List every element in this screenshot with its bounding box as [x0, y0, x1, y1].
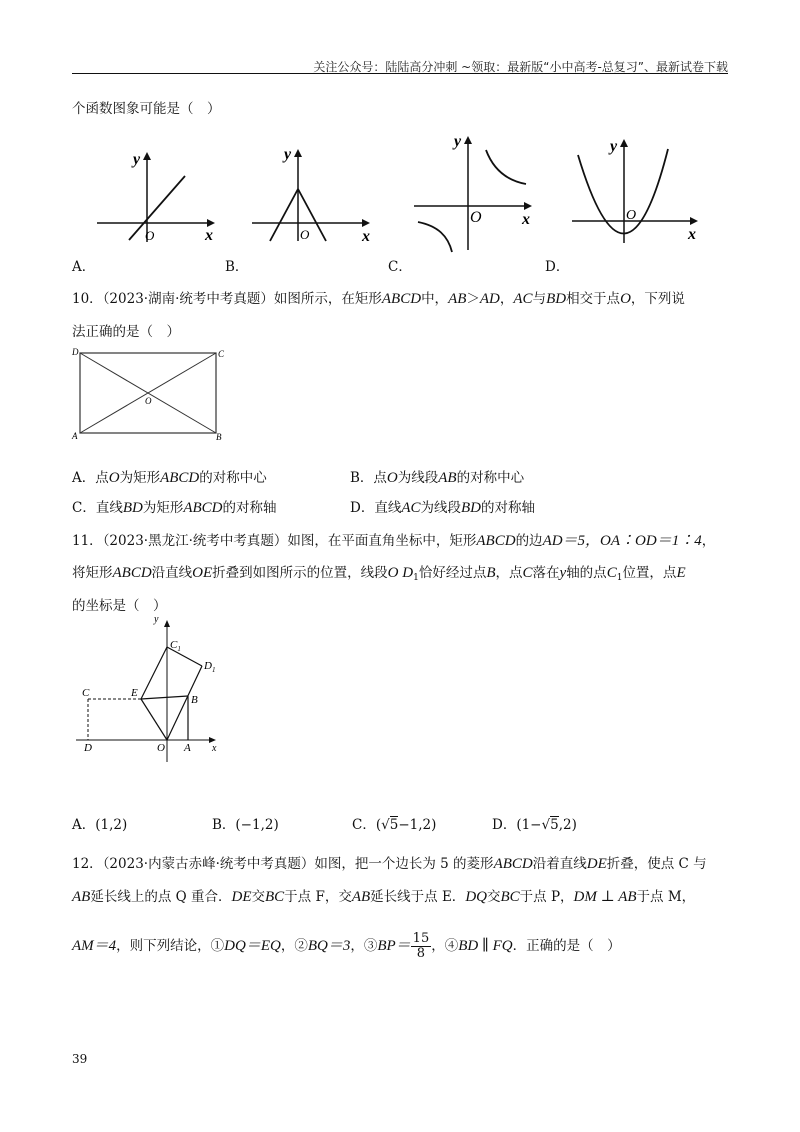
point-e-label: E: [131, 687, 138, 699]
q12-stem-line3: AM＝4，则下列结论，①DQ＝EQ，②BQ＝3，③BP＝ $\frac{15}{8}$ ，④BD ∥ FQ．正确的是（ ）: [72, 931, 621, 961]
point-o-label: O: [157, 742, 165, 754]
q10-rectangle-figure: [72, 345, 232, 445]
point-c-label: C: [218, 349, 225, 359]
q10-option-c: C．直线BD为矩形ABCD的对称轴: [72, 500, 277, 516]
q9-option-b: B．: [225, 259, 249, 275]
q10-stem-line2: 法正确的是（ ）: [72, 324, 180, 340]
point-b-label: B: [216, 432, 222, 442]
q10-option-d: D．直线AC为线段BD的对称轴: [350, 500, 535, 516]
point-b-label: B: [191, 694, 198, 706]
q12-stem-line2: AB延长线上的点 Q 重合．DE交BC于点 F，交AB延长线于点 E．DQ交BC于点 P，DM ⊥ AB于点 M，: [72, 889, 696, 905]
q9-graph-d: [570, 135, 705, 245]
axis-x-label: x: [522, 211, 530, 228]
q11-stem-line1: 11．（2023·黑龙江·统考中考真题）如图，在平面直角坐标中，矩形ABCD的边AD＝5，OA∶OD＝1∶4，: [72, 533, 716, 549]
sqrt-sign: √: [381, 817, 390, 833]
fraction-15-8: $\frac{15}{8}$: [412, 931, 430, 961]
q11-option-d: D．(1−√5,2): [492, 817, 577, 833]
q12-stem-line1: 12．（2023·内蒙古赤峰·统考中考真题）如图，把一个边长为 5 的菱形ABCD沿着直线DE折叠，使点 C 与: [72, 856, 707, 872]
axis-y-label: y: [454, 133, 462, 150]
q11-option-c: C．(√5−1,2): [352, 817, 437, 833]
point-c-label: C: [82, 687, 90, 699]
point-a-label: A: [184, 742, 191, 754]
q9-graph-b: [250, 145, 380, 245]
point-d-label: D: [84, 742, 92, 754]
page-header: 关注公众号：陆陆高分冲刺 ~领取：最新版“小中高考-总复习”、最新试卷下载: [313, 60, 728, 74]
q9-stem-tail: 个函数图象可能是（ ）: [72, 101, 221, 117]
axis-y-label: y: [154, 614, 159, 625]
header-rule: [72, 73, 728, 74]
page-number: 39: [72, 1052, 88, 1066]
q9-graph-c: [412, 132, 542, 252]
q11-fold-figure: [72, 614, 232, 764]
q11-stem-line2: 将矩形ABCD沿直线OE折叠到如图所示的位置，线段O $D_1$恰好经过点B，点C落在y轴的点$C_1$位置，点E: [72, 565, 686, 583]
axis-x-label: x: [212, 743, 217, 754]
q10-option-b: B．点O为线段AB的对称中心: [350, 470, 525, 486]
axis-x-label: x: [688, 226, 696, 243]
point-c1-label: $C_1$: [170, 639, 181, 653]
point-d1-label: $D_1$: [204, 660, 216, 674]
q9-option-d: D．: [545, 259, 570, 275]
axis-x-label: x: [205, 227, 213, 244]
q11-option-b: B．(−1,2): [212, 817, 279, 833]
point-o-label: O: [145, 396, 152, 406]
axis-y-label: y: [610, 138, 618, 155]
origin-label: O: [300, 227, 310, 242]
origin-label: O: [626, 208, 637, 223]
point-d-label: D: [72, 347, 79, 357]
q9-option-c: C．: [388, 259, 412, 275]
q10-option-a: A．点O为矩形ABCD的对称中心: [72, 470, 267, 486]
axis-x-label: x: [362, 228, 370, 245]
q11-stem-line3: 的坐标是（ ）: [72, 598, 167, 614]
origin-label: O: [145, 228, 155, 243]
origin-label: O: [470, 209, 482, 226]
q9-graph-a: [95, 150, 225, 245]
axis-y-label: y: [133, 151, 141, 168]
q11-option-a: A．(1,2): [72, 817, 128, 833]
q10-stem-line1: 10．（2023·湖南·统考中考真题）如图所示，在矩形ABCD中，AB＞AD，AC与BD相交于点O，下列说: [72, 291, 685, 307]
sqrt-sign: √: [541, 817, 551, 833]
q9-option-a: A．: [72, 259, 96, 275]
point-a-label: A: [72, 431, 78, 441]
axis-y-label: y: [284, 146, 292, 163]
